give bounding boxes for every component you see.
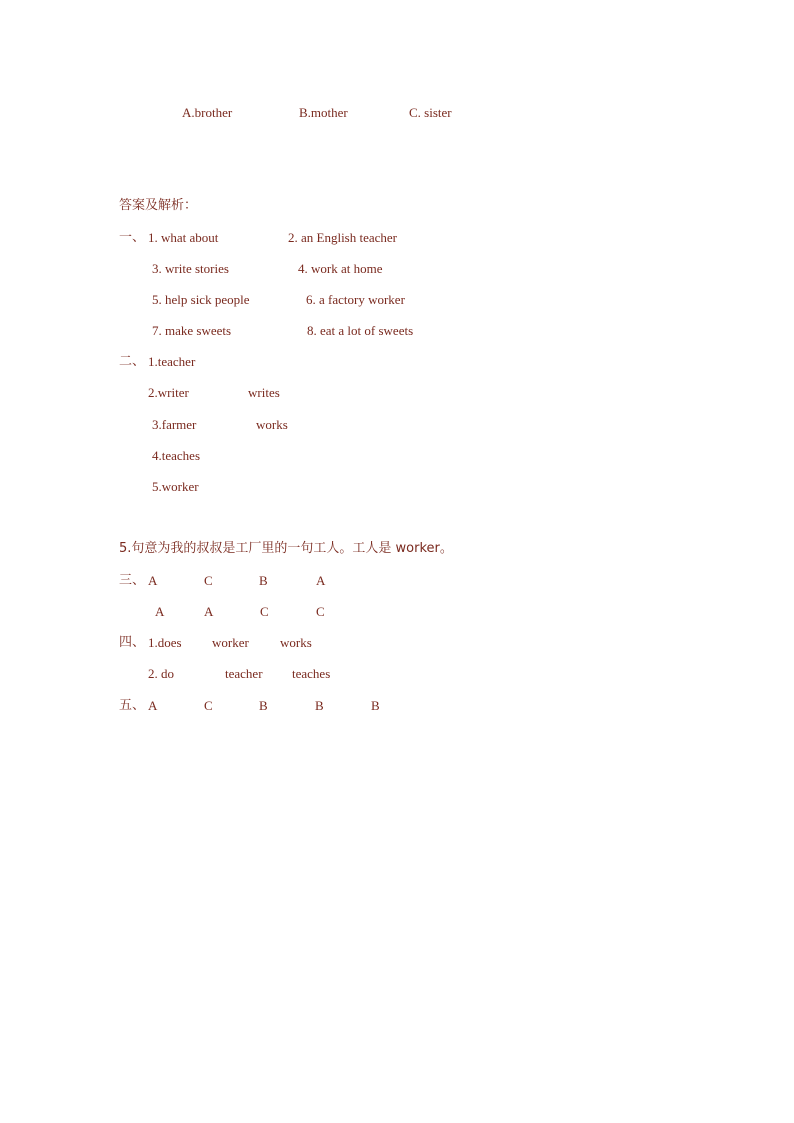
section1-answer: 8. eat a lot of sweets <box>307 323 414 338</box>
section4-answer: teaches <box>292 666 331 681</box>
section1-answer: 1. what about <box>148 230 219 245</box>
section1-label: 一、 <box>119 230 146 245</box>
section1-answer: 4. work at home <box>298 261 383 276</box>
section1-answer: 3. write stories <box>152 261 229 276</box>
section3-answer: C <box>316 604 325 619</box>
section5-answer: A <box>148 698 158 713</box>
section4-answer: works <box>280 635 312 650</box>
section2-answer: 1.teacher <box>148 354 196 369</box>
option-a: A.brother <box>182 105 233 120</box>
section2-answer: 5.worker <box>152 479 199 494</box>
section1-answer: 2. an English teacher <box>288 230 398 245</box>
section4-answer: 2. do <box>148 666 174 681</box>
section1-answer: 6. a factory worker <box>306 292 405 307</box>
section4-answer: teacher <box>225 666 263 681</box>
section4-answer: worker <box>212 635 249 650</box>
section2-label: 二、 <box>119 354 146 369</box>
section3-answer: C <box>260 604 269 619</box>
section2-answer: works <box>256 417 288 432</box>
option-b: B.mother <box>299 105 348 120</box>
option-c: C. sister <box>409 105 452 120</box>
section3-answer: B <box>259 573 268 588</box>
answers-heading: 答案及解析： <box>119 198 198 213</box>
section3-answer: A <box>204 604 214 619</box>
section5-answer: B <box>259 698 268 713</box>
explanation-text: 5.句意为我的叔叔是工厂里的一句工人。工人是 worker。 <box>119 541 453 556</box>
section5-answer: C <box>204 698 213 713</box>
section3-answer: A <box>148 573 158 588</box>
section5-answer: B <box>371 698 380 713</box>
section3-answer: A <box>155 604 165 619</box>
section2-answer: 4.teaches <box>152 448 201 463</box>
section5-label: 五、 <box>119 698 146 713</box>
section2-answer: writes <box>248 385 280 400</box>
section3-answer: C <box>204 573 213 588</box>
section2-answer: 3.farmer <box>152 417 197 432</box>
section4-answer: 1.does <box>148 635 182 650</box>
section4-label: 四、 <box>119 635 146 650</box>
section3-answer: A <box>316 573 326 588</box>
section3-label: 三、 <box>119 573 146 588</box>
section2-answer: 2.writer <box>148 385 189 400</box>
section5-answer: B <box>315 698 324 713</box>
section1-answer: 7. make sweets <box>152 323 232 338</box>
section1-answer: 5. help sick people <box>152 292 250 307</box>
